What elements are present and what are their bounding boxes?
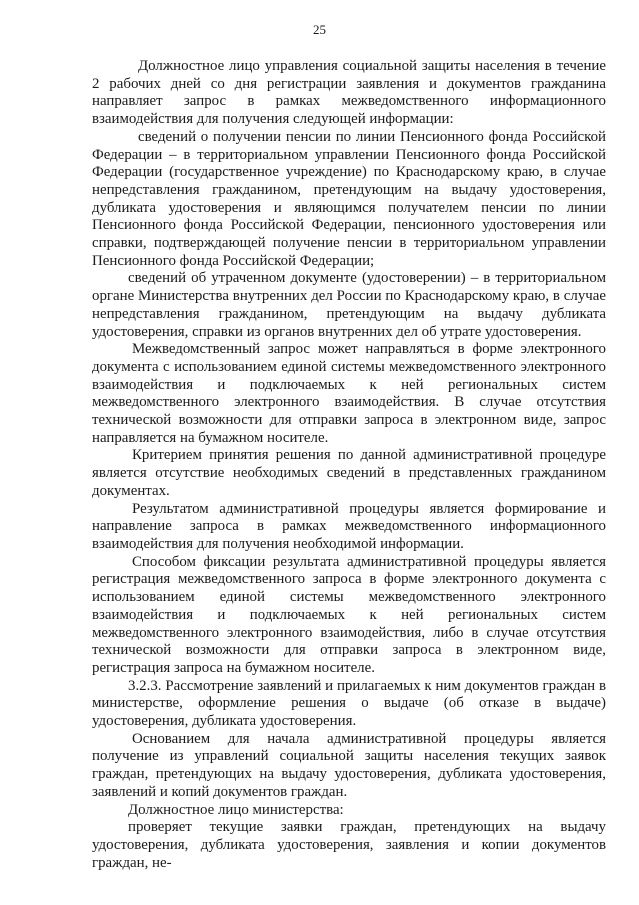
paragraph-procedure-result: Результатом административной процедуры является формирование и направление запроса в рамках межведомственного информационного взаимодействия для получения необходимой информации. (92, 500, 606, 552)
paragraph-procedure-basis: Основанием для начала административной процедуры является получение из управлений социальной защиты населения текущих заявок граждан, претендующих на выдачу удостоверения, дубликата удостоверения, заявлений и копий документов граждан. (92, 730, 606, 800)
paragraph-checks-applications: проверяет текущие заявки граждан, претендующих на выдачу удостоверения, дубликата удостоверения, заявления и копии документов граждан, не- (92, 819, 606, 871)
page-number: 25 (313, 22, 326, 37)
paragraph-request-intro: Должностное лицо управления социальной защиты населения в течение 2 рабочих дней со дня регистрации заявления и документов гражданина направляет запрос в рамках межведомственного информационного взаимодействия для получения следующей информации: (92, 58, 606, 128)
paragraph-decision-criterion: Критерием принятия решения по данной административной процедуре является отсутствие необходимых сведений в представленных гражданином документах. (92, 447, 606, 499)
paragraph-section-3-2-3: 3.2.3. Рассмотрение заявлений и прилагаемых к ним документов граждан в министерстве, оформление решения о выдаче (об отказе в выдаче) удостоверения, дубликата удостоверения. (92, 677, 606, 730)
paragraph-lost-document-info: сведений об утраченном документе (удостоверении) – в территориальном органе Министерства внутренних дел России по Краснодарскому краю, в случае непредставления гражданином, претендующим на выдачу дубликата удостоверения, справки из органов внутренних дел об утрате удостоверения. (92, 270, 606, 340)
paragraph-result-recording: Способом фиксации результата административной процедуры является регистрация межведомственного запроса в форме электронного документа с использованием единой системы межведомственного электронного взаимодействия и подключаемых к ней региональных систем межведомственного электронного взаимодействия, либо в случае отсутствия технической возможности для отправки запроса в электронном виде, регистрация запроса на бумажном носителе. (92, 553, 606, 676)
paragraph-ministry-official: Должностное лицо министерства: (128, 801, 344, 818)
paragraph-electronic-request: Межведомственный запрос может направляться в форме электронного документа с использованием единой системы межведомственного электронного взаимодействия и подключаемых к ней региональных систем межведомственного электронного взаимодействия. В случае отсутствия технической возможности для отправки запроса в электронном виде, запрос направляется на бумажном носителе. (92, 341, 606, 446)
paragraph-pension-info: сведений о получении пенсии по линии Пенсионного фонда Российской Федерации – в территориальном управлении Пенсионного фонда Российской Федерации (государственное учреждение) по Краснодарскому краю, в случае непредставления гражданином, претендующим на выдачу удостоверения, дубликата удостоверения и являющимся получателем пенсии по линии Пенсионного фонда Российской Федерации, пенсионного удостоверения или справки, подтверждающей получение пенсии в территориальном управлении Пенсионного фонда Российской Федерации; (92, 128, 606, 269)
document-body (92, 58, 606, 872)
